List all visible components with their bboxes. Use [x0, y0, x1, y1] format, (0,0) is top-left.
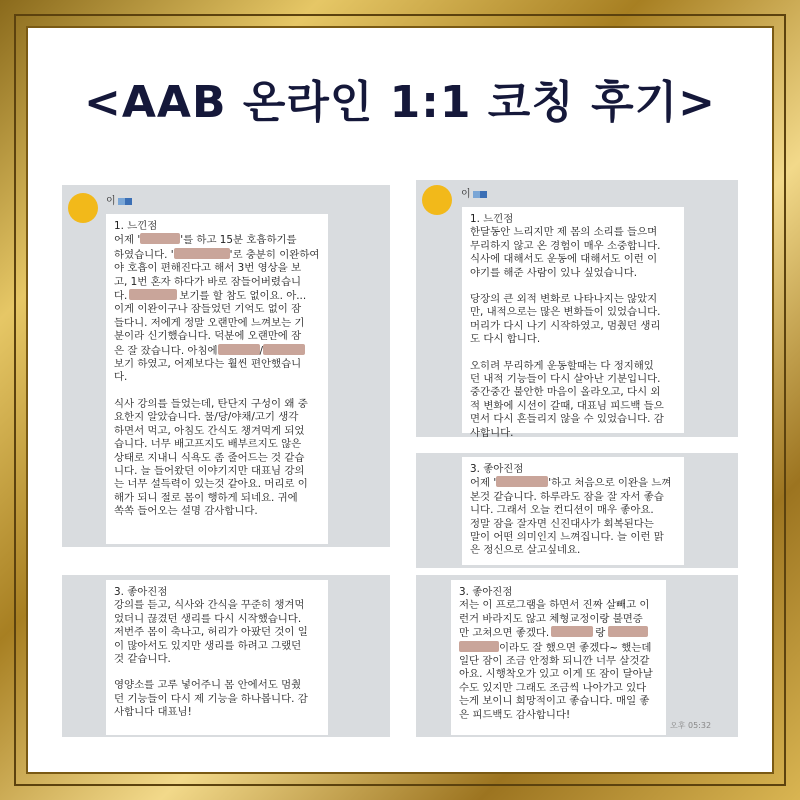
redaction-mark: [174, 248, 230, 259]
message-line: 요한지 알았습니다. 물/당/야채/고기 생각: [114, 411, 299, 424]
message-line: 일단 잠이 조금 안정화 되니깐 너무 살것같: [459, 655, 650, 668]
message-line: 다. 보기를 할 참도 없이요. 아...: [114, 290, 307, 303]
message-line: 고, 1번 혼자 하다가 바로 잠들어버렸습니: [114, 275, 302, 288]
message-line: 쏙쏙 들어오는 설명 감사합니다.: [114, 505, 258, 518]
message-line: 이 많아서도 있지만 생리를 하려고 그랬던: [114, 639, 302, 652]
redaction-mark: [129, 289, 177, 300]
message-line: 식사 강의를 들었는데, 탄단지 구성이 왜 중: [114, 397, 308, 410]
redaction-mark: [218, 344, 260, 355]
message-line: [470, 347, 676, 360]
message-line: 면서 다시 흔들리지 않을 수 있었습니다. 감: [470, 413, 664, 426]
message-line: 은 잘 잤습니다. 아침에 /: [114, 344, 320, 358]
message-bubble: [462, 457, 684, 565]
message-line: 어제 ' '를 하고 15분 호흡하기를: [114, 234, 297, 247]
message-line: 1. 느낀점: [470, 213, 514, 225]
message-line: 영양소를 고루 넣어주니 몸 안에서도 멈췄: [114, 679, 302, 692]
user-badge-icon: [118, 198, 132, 205]
message-line: 은 피드백도 감사합니다!: [459, 708, 571, 721]
message-line: 아요. 시행착오가 있고 이게 또 잠이 달아날: [459, 668, 653, 681]
message-line: 것 같습니다.: [114, 653, 171, 666]
message-line: 분이라 신기했습니다. 덕분에 오랜만에 잠: [114, 330, 302, 343]
message-line: 만, 내적으로는 많은 변화들이 있었습니다.: [470, 306, 661, 319]
message-line: 상태로 지내니 식욕도 좀 줄어드는 것 같습: [114, 451, 305, 464]
redaction-mark: [459, 641, 499, 652]
message-line: 은 정신으로 살고싶네요.: [470, 544, 581, 557]
redaction-mark: [496, 476, 548, 487]
message-line: 당장의 큰 외적 변화로 나타나지는 않았지: [470, 293, 658, 306]
redaction-mark: [551, 626, 593, 637]
message-line: 정말 잠을 잘자면 신진대사가 회복된다는: [470, 517, 654, 530]
message-line: 습니다. 너무 배고프지도 배부르지도 않은: [114, 438, 302, 451]
message-line: 던 기능들이 다시 제 기능을 하나봅니다. 감: [114, 692, 308, 705]
message-line: 사합니다.: [470, 426, 514, 439]
message-line: 다.: [114, 371, 128, 384]
message-line: [470, 280, 676, 293]
message-line: 야 호흡이 편해진다고 해서 3번 영상을 보: [114, 262, 302, 275]
avatar: [422, 185, 452, 215]
message-line: 수도 있지만 그래도 조금씩 나아가고 있다: [459, 681, 647, 694]
message-bubble: [106, 580, 328, 735]
message-line: 니다. 그래서 오늘 컨디션이 매우 좋아요.: [470, 504, 654, 517]
message-timestamp: 오후 05:32: [670, 721, 712, 730]
message-line: 었더니 끊겼던 생리를 다시 시작했습니다.: [114, 612, 302, 625]
message-line: 머리가 다시 나기 시작하였고, 멈췄던 생리: [470, 319, 661, 332]
message-line: 던 내적 기능들이 다시 살아난 기분입니다.: [470, 373, 661, 386]
message-line: 니다. 늘 들어왔던 이야기지만 대표님 강의: [114, 464, 305, 477]
message-line: 는 너무 설득력이 있는것 같아요. 머리로 이: [114, 478, 308, 491]
message-line: [114, 666, 320, 679]
message-line: 도 다시 합니다.: [470, 333, 541, 346]
redaction-mark: [608, 626, 648, 637]
message-line: 3. 좋아진점: [459, 586, 513, 598]
user-badge-icon: [473, 191, 487, 198]
user-name: 이: [461, 185, 487, 200]
message-line: 보기 하였고, 어제보다는 훨씬 편안했습니: [114, 358, 302, 371]
avatar: [68, 193, 98, 223]
user-name: 이: [106, 192, 132, 207]
message-bubble: [462, 207, 684, 439]
message-line: 3. 좋아진점: [114, 586, 168, 598]
redaction-mark: [140, 233, 180, 244]
redaction-mark: [263, 344, 305, 355]
message-line: 이게 이완이구나 잠들었던 기억도 없이 잠: [114, 303, 302, 316]
message-line: 말이 어떤 의미인지 느껴집니다. 늘 이런 맑: [470, 531, 664, 544]
message-line: 강의를 듣고, 식사와 간식을 꾸준히 챙겨먹: [114, 599, 305, 612]
message-line: 는게 보이니 희망적이고 좋습니다. 매일 좋: [459, 695, 650, 708]
page-title: <AAB 온라인 1:1 코칭 후기>: [83, 77, 716, 128]
message-line: 1. 느낀점: [114, 220, 158, 232]
message-line: 3. 좋아진점: [470, 463, 524, 475]
message-line: 이라도 잘 했으면 좋겠다~ 했는데: [459, 641, 658, 655]
message-line: 들다니. 저에게 정말 오랜만에 느껴보는 기: [114, 316, 305, 329]
message-line: 하면서 먹고, 아침도 간식도 챙겨먹게 되었: [114, 424, 305, 437]
message-line: 한달동안 느리지만 제 몸의 소리를 들으며: [470, 226, 658, 239]
message-line: 무리하지 않고 온 경험이 매우 소중합니다.: [470, 239, 661, 252]
message-line: 야기를 해준 사람이 있나 싶었습니다.: [470, 266, 638, 279]
message-line: [114, 385, 320, 398]
message-line: 중간중간 불안한 마음이 올라오고, 다시 외: [470, 386, 661, 399]
message-line: 적 변화에 시선이 갈때, 대표님 피드백 들으: [470, 399, 664, 412]
message-line: 어제 ' '하고 처음으로 이완을 느껴: [470, 477, 672, 490]
message-line: 저번주 몸이 축나고, 허리가 아팠던 것이 일: [114, 626, 308, 639]
message-line: 만 고쳐으면 좋겠다. 랑: [459, 626, 658, 640]
message-line: 하였습니다. ' '로 충분히 이완하여: [114, 248, 320, 261]
message-bubble: [106, 214, 328, 544]
message-line: 해가 되니 절로 몸이 행하게 되네요. 귀에: [114, 491, 298, 504]
message-line: 사합니다 대표님!: [114, 706, 192, 719]
message-line: 식사에 대해서도 운동에 대해서도 이런 이: [470, 253, 658, 266]
message-line: 저는 이 프로그램을 하면서 진짜 살빼고 이: [459, 599, 650, 612]
message-line: 런거 바라지도 않고 체형교정이랑 불면증: [459, 612, 643, 625]
message-line: 본것 같습니다. 하루라도 잠을 잘 자서 좋습: [470, 490, 664, 503]
message-bubble: [451, 580, 666, 735]
message-line: 오히려 무리하게 운동할때는 다 정지해있: [470, 359, 654, 372]
